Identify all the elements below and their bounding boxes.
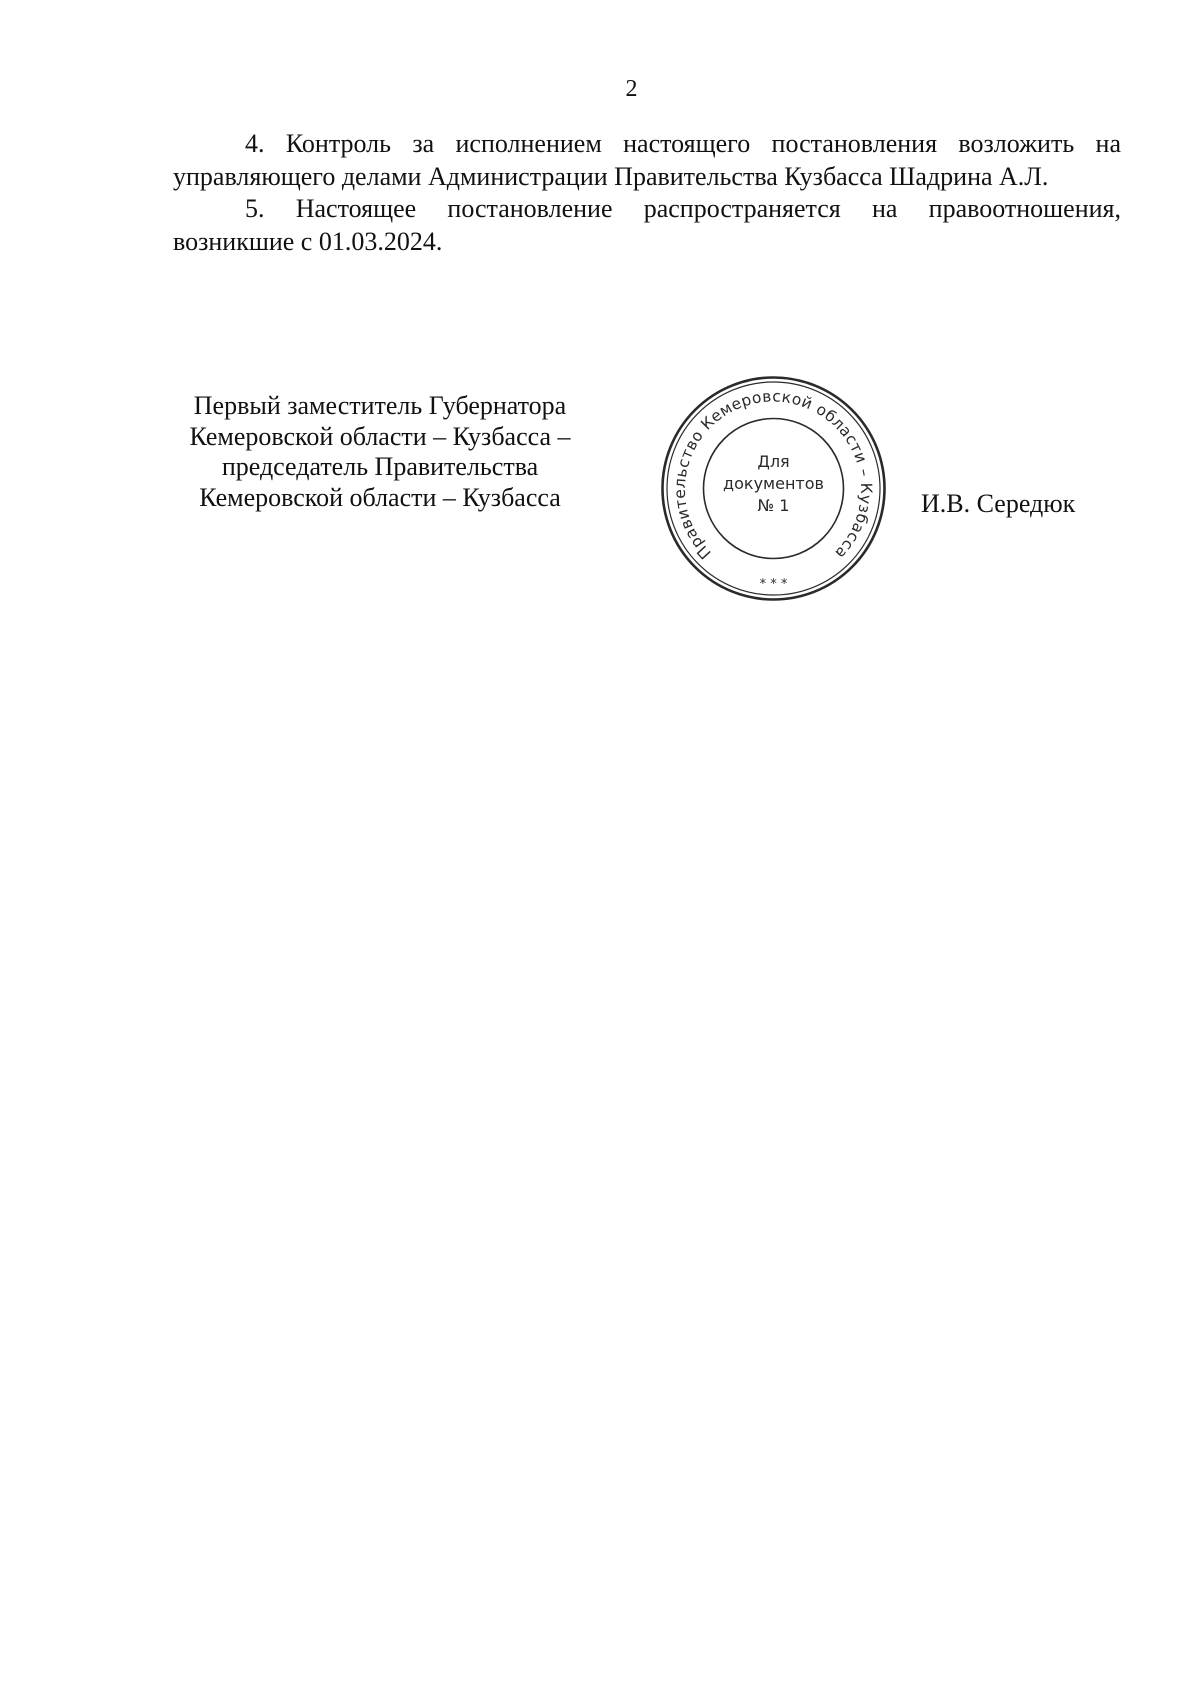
seal-stars: * * * [759,577,788,592]
official-seal [659,374,888,603]
signatory-position [150,391,610,513]
seal-ring-text: Правительство Кемеровской области – Кузбасса [670,387,876,563]
page-number: 2 [625,76,638,102]
signatory-position-line: Кемеровской области – Кузбасса – [189,421,571,451]
signatory-position-line: Первый заместитель Губернатора [193,391,567,420]
seal-graphic [659,374,888,603]
signatory-name: И.В. Середюк [921,489,1076,518]
seal-center-line: документов [723,474,824,493]
paragraph-4: 4. Контроль за исполнением настоящего постановления возложить на управляющего делами Администрации Правительства Кузбасса Шадрина А.Л. [173,129,1121,191]
signatory-position-line: председатель Правительства [221,452,539,481]
seal-center-line: № 1 [757,496,790,515]
signatory-position-line: Кемеровской области – Кузбасса [199,482,561,512]
seal-center-line: Для [757,452,790,471]
document-body [173,128,1121,258]
paragraph-5: 5. Настоящее постановление распространяется на правоотношения, возникшие с 01.03.2024. [173,194,1121,256]
